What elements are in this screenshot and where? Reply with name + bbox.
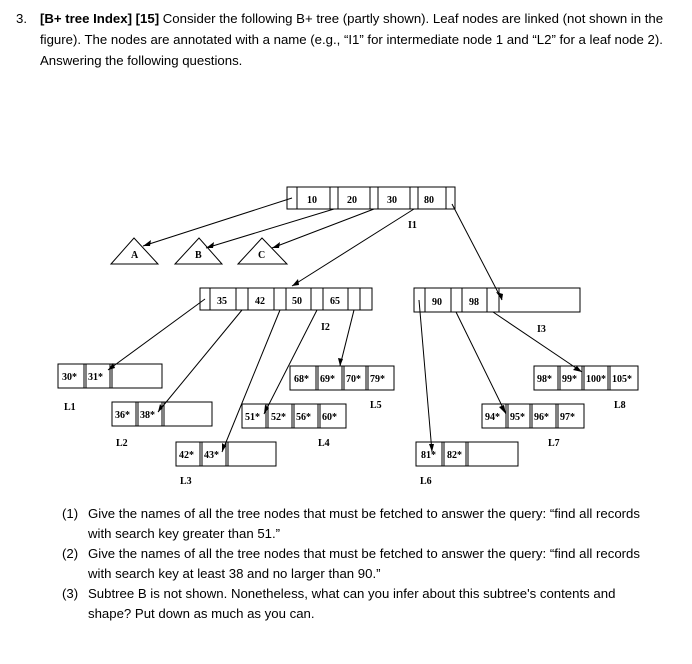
l2-label: L2 bbox=[116, 438, 128, 449]
l7-label: L7 bbox=[548, 438, 560, 449]
l8-label: L8 bbox=[614, 400, 626, 411]
l7-key-2: 95* bbox=[510, 412, 525, 423]
pointer-root-to-a bbox=[143, 198, 292, 246]
l5-key-1: 68* bbox=[294, 374, 309, 385]
subtree-b-label: B bbox=[195, 250, 202, 261]
l7-key-4: 97* bbox=[560, 412, 575, 423]
question-number: 3. bbox=[16, 11, 27, 26]
l6-label: L6 bbox=[420, 476, 432, 487]
l8-key-3: 100* bbox=[586, 374, 606, 385]
l8-key-2: 99* bbox=[562, 374, 577, 385]
l4-key-4: 60* bbox=[322, 412, 337, 423]
pointer-i3-to-l8 bbox=[493, 312, 582, 372]
subquestion-3-text: Subtree B is not shown. Nonetheless, what can you infer about this subtree's contents and shape? Put down as much as you can. bbox=[88, 586, 616, 621]
l4-key-3: 56* bbox=[296, 412, 311, 423]
subquestion-2-text: Give the names of all the tree nodes that must be fetched to answer the query: “find all records with search key at least 38 and no larger than 90.” bbox=[88, 546, 640, 581]
l6-key-2: 82* bbox=[447, 450, 462, 461]
l7-key-3: 96* bbox=[534, 412, 549, 423]
pointer-root-to-c bbox=[272, 209, 374, 248]
i3-key-2: 98 bbox=[469, 297, 479, 308]
i2-key-2: 42 bbox=[255, 296, 265, 307]
pointer-i2-to-l2 bbox=[158, 310, 242, 412]
l3-label: L3 bbox=[180, 476, 192, 487]
subquestion-1-number: (1) bbox=[62, 506, 79, 521]
pointer-root-to-b bbox=[206, 209, 334, 248]
l5-label: L5 bbox=[370, 400, 382, 411]
i2-key-1: 35 bbox=[217, 296, 227, 307]
root-node-label: I1 bbox=[408, 220, 417, 231]
l1-label: L1 bbox=[64, 402, 76, 413]
l2-key-1: 36* bbox=[115, 410, 130, 421]
subquestion-3-number: (3) bbox=[62, 586, 79, 601]
l3-key-2: 43* bbox=[204, 450, 219, 461]
root-key-2: 20 bbox=[347, 195, 357, 206]
pointer-i2-to-l5 bbox=[340, 310, 354, 366]
i3-node-label: I3 bbox=[537, 324, 546, 335]
question-title: [B+ tree Index] [15] bbox=[40, 11, 160, 26]
pointer-i2-to-l3 bbox=[222, 310, 280, 452]
i2-node-label: I2 bbox=[321, 322, 330, 333]
pointer-i2-to-l4 bbox=[264, 310, 317, 414]
l2-key-2: 38* bbox=[140, 410, 155, 421]
question-text: Consider the following B+ tree (partly shown). Leaf nodes are linked (not shown in the figure). The nodes are annotated with a name (e.g., “I1” for intermediate node 1 and “L2” for a leaf node 2). Answering the following questions. bbox=[40, 11, 664, 68]
l1-key-2: 31* bbox=[88, 372, 103, 383]
pointer-i3-to-l6 bbox=[419, 300, 432, 452]
subquestion-2-number: (2) bbox=[62, 546, 79, 561]
l1-key-1: 30* bbox=[62, 372, 77, 383]
subtree-a-label: A bbox=[131, 250, 139, 261]
l4-label: L4 bbox=[318, 438, 330, 449]
pointer-i3-to-l7 bbox=[456, 312, 506, 414]
i2-key-3: 50 bbox=[292, 296, 302, 307]
i2-key-4: 65 bbox=[330, 296, 340, 307]
l5-key-2: 69* bbox=[320, 374, 335, 385]
l8-key-4: 105* bbox=[612, 374, 632, 385]
root-key-4: 80 bbox=[424, 195, 434, 206]
root-key-3: 30 bbox=[387, 195, 397, 206]
l7-key-1: 94* bbox=[485, 412, 500, 423]
pointer-i2-to-l1 bbox=[108, 299, 205, 370]
root-key-1: 10 bbox=[307, 195, 317, 206]
l6-key-1: 81* bbox=[421, 450, 436, 461]
subtree-c-label: C bbox=[258, 250, 266, 261]
pointer-root-to-i3 bbox=[452, 204, 502, 300]
i3-key-1: 90 bbox=[432, 297, 442, 308]
l8-key-1: 98* bbox=[537, 374, 552, 385]
l5-key-4: 79* bbox=[370, 374, 385, 385]
l3-key-1: 42* bbox=[179, 450, 194, 461]
subquestion-1-text: Give the names of all the tree nodes that must be fetched to answer the query: “find all records with search key greater than 51.” bbox=[88, 506, 640, 541]
l5-key-3: 70* bbox=[346, 374, 361, 385]
pointer-root-to-i2 bbox=[292, 209, 414, 286]
l4-key-2: 52* bbox=[271, 412, 286, 423]
l4-key-1: 51* bbox=[245, 412, 260, 423]
